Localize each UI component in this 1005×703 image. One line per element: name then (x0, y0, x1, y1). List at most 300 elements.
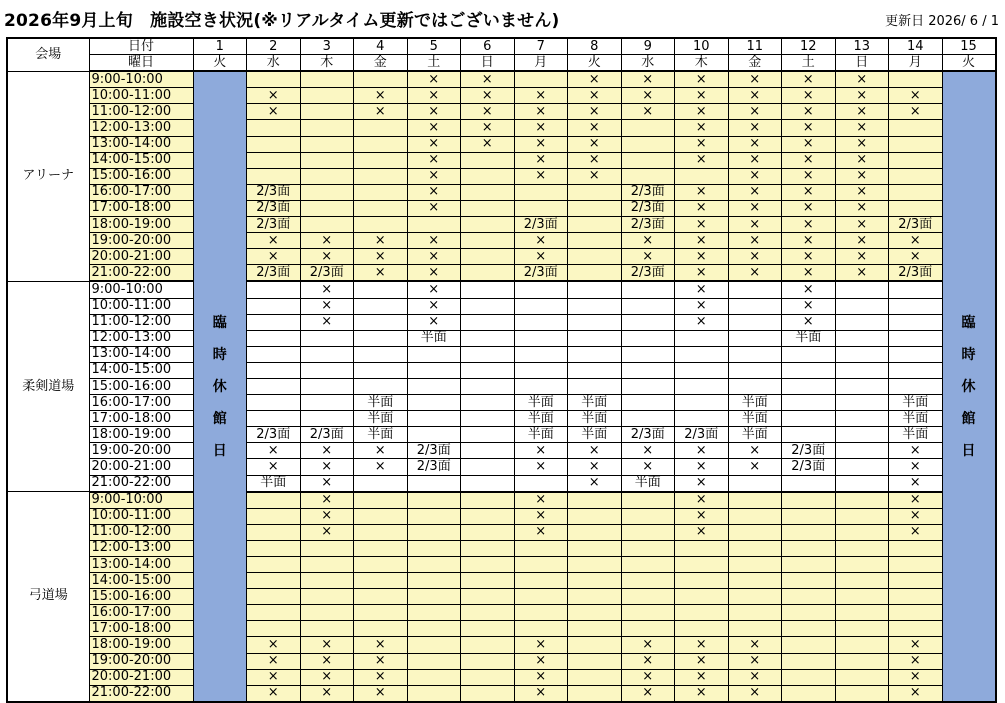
availability-cell (889, 346, 943, 362)
time-slot-label: 14:00-15:00 (91, 362, 172, 378)
availability-cell (782, 621, 836, 637)
availability-mark: × (428, 264, 440, 280)
availability-cell (568, 200, 622, 216)
availability-mark: 半面 (741, 410, 768, 426)
availability-cell (354, 669, 408, 685)
availability-cell (514, 104, 568, 120)
availability-cell (782, 314, 836, 330)
availability-cell (728, 411, 782, 427)
availability-mark: × (749, 653, 761, 669)
availability-mark: × (642, 637, 654, 653)
availability-cell (889, 136, 943, 152)
availability-cell (568, 621, 622, 637)
availability-mark: × (802, 184, 814, 200)
availability-cell (621, 136, 675, 152)
availability-cell (835, 653, 889, 669)
availability-mark: × (909, 637, 921, 653)
closed-char: 館 (961, 410, 976, 427)
availability-mark: × (321, 458, 333, 474)
availability-mark: × (374, 87, 386, 103)
availability-mark: × (267, 87, 279, 103)
availability-mark: × (695, 653, 707, 669)
availability-cell (568, 492, 622, 509)
table-row (7, 508, 996, 524)
availability-cell (889, 330, 943, 346)
weekday-cell (193, 55, 247, 72)
availability-mark: × (695, 136, 707, 152)
time-slot (89, 475, 193, 492)
availability-mark: × (267, 669, 279, 685)
availability-cell (407, 443, 461, 459)
availability-cell (514, 136, 568, 152)
availability-mark: 2/3面 (256, 200, 291, 216)
availability-mark: × (909, 232, 921, 248)
availability-cell (889, 378, 943, 394)
availability-mark: × (749, 71, 761, 87)
day-number: 3 (322, 38, 331, 54)
availability-cell (354, 104, 408, 120)
time-slot (89, 249, 193, 265)
availability-cell (621, 508, 675, 524)
availability-cell (300, 411, 354, 427)
availability-cell (728, 88, 782, 104)
availability-cell (514, 395, 568, 411)
availability-mark: 2/3面 (309, 426, 344, 442)
availability-cell (621, 685, 675, 702)
time-slot (89, 298, 193, 314)
availability-mark: × (535, 120, 547, 136)
availability-cell (461, 395, 515, 411)
time-slot (89, 71, 193, 88)
availability-mark: 半面 (581, 410, 608, 426)
time-slot (89, 378, 193, 394)
availability-mark: × (428, 281, 440, 297)
availability-cell (247, 298, 301, 314)
availability-cell (514, 669, 568, 685)
availability-mark: 2/3面 (630, 264, 665, 280)
availability-cell (300, 605, 354, 621)
time-slot-label: 14:00-15:00 (91, 152, 172, 168)
availability-cell (728, 653, 782, 669)
availability-mark: × (695, 264, 707, 280)
availability-cell (461, 136, 515, 152)
availability-cell (461, 540, 515, 556)
availability-cell (300, 443, 354, 459)
availability-cell (354, 362, 408, 378)
availability-cell (782, 557, 836, 573)
availability-cell (675, 605, 729, 621)
availability-cell (889, 443, 943, 459)
day-number: 1 (215, 38, 224, 54)
venue-name: 弓道場 (28, 588, 68, 604)
weekday-label: 水 (641, 54, 655, 70)
availability-mark: × (535, 653, 547, 669)
availability-cell (514, 589, 568, 605)
availability-cell (247, 200, 301, 216)
availability-mark: × (856, 184, 868, 200)
availability-mark: × (856, 71, 868, 87)
availability-cell (568, 152, 622, 168)
availability-cell (354, 346, 408, 362)
availability-cell (568, 573, 622, 589)
availability-cell (728, 233, 782, 249)
venue-header (7, 38, 89, 71)
weekday-cell (782, 55, 836, 72)
availability-mark: × (695, 216, 707, 232)
availability-cell (835, 589, 889, 605)
availability-cell (782, 168, 836, 184)
availability-mark: × (749, 264, 761, 280)
weekday-label: 月 (908, 54, 922, 70)
availability-cell (728, 346, 782, 362)
availability-cell (407, 314, 461, 330)
availability-cell (247, 492, 301, 509)
availability-mark: 2/3面 (898, 264, 933, 280)
availability-cell (568, 685, 622, 702)
availability-mark: × (642, 87, 654, 103)
availability-mark: × (321, 669, 333, 685)
availability-cell (568, 508, 622, 524)
availability-cell (621, 120, 675, 136)
availability-mark: × (856, 136, 868, 152)
availability-cell (247, 88, 301, 104)
availability-cell (835, 265, 889, 282)
date-header-label: 日付 (127, 38, 154, 54)
venue-header-label: 会場 (35, 46, 62, 62)
availability-mark: 半面 (902, 426, 929, 442)
table-row (7, 427, 996, 443)
table-row (7, 443, 996, 459)
availability-mark: 2/3面 (523, 264, 558, 280)
day-number: 10 (692, 38, 710, 54)
availability-cell (835, 443, 889, 459)
availability-cell (728, 427, 782, 443)
availability-cell (675, 314, 729, 330)
availability-mark: × (695, 71, 707, 87)
availability-cell (407, 168, 461, 184)
availability-mark: × (909, 669, 921, 685)
availability-cell (675, 298, 729, 314)
availability-mark: 半面 (902, 410, 929, 426)
day-number: 14 (906, 38, 924, 54)
availability-cell (300, 233, 354, 249)
availability-cell (407, 540, 461, 556)
availability-cell (568, 459, 622, 475)
availability-mark: × (321, 314, 333, 330)
availability-cell (675, 136, 729, 152)
availability-cell (728, 669, 782, 685)
time-slot (89, 200, 193, 216)
availability-mark: 2/3面 (416, 442, 451, 458)
availability-mark: × (856, 200, 868, 216)
availability-cell (300, 104, 354, 120)
time-slot-label: 20:00-21:00 (91, 458, 172, 474)
closed-char: 時 (961, 346, 976, 363)
availability-cell (407, 184, 461, 200)
availability-mark: × (428, 200, 440, 216)
availability-mark: × (802, 103, 814, 119)
availability-cell (889, 524, 943, 540)
availability-cell (300, 217, 354, 233)
availability-mark: × (374, 232, 386, 248)
table-row (7, 233, 996, 249)
availability-cell (461, 314, 515, 330)
date-cell (300, 38, 354, 55)
availability-cell (407, 475, 461, 492)
availability-mark: × (588, 152, 600, 168)
availability-cell (621, 346, 675, 362)
availability-cell (568, 330, 622, 346)
availability-mark: × (535, 524, 547, 540)
closed-char: 臨 (961, 314, 976, 331)
availability-cell (782, 136, 836, 152)
availability-cell (889, 557, 943, 573)
time-slot-label: 12:00-13:00 (91, 540, 172, 556)
time-slot-label: 17:00-18:00 (91, 620, 172, 636)
availability-mark: × (695, 200, 707, 216)
availability-cell (889, 540, 943, 556)
availability-cell (889, 573, 943, 589)
availability-mark: 半面 (741, 394, 768, 410)
availability-cell (568, 653, 622, 669)
availability-cell (461, 217, 515, 233)
table-row (7, 200, 996, 216)
availability-cell (514, 411, 568, 427)
weekday-label: 水 (266, 54, 280, 70)
availability-cell (514, 265, 568, 282)
availability-cell (354, 621, 408, 637)
availability-mark: × (428, 184, 440, 200)
time-slot (89, 621, 193, 637)
availability-mark: × (856, 232, 868, 248)
availability-cell (675, 281, 729, 298)
availability-cell (354, 330, 408, 346)
availability-mark: 2/3面 (256, 264, 291, 280)
table-row (7, 492, 996, 509)
time-slot (89, 427, 193, 443)
availability-cell (568, 395, 622, 411)
date-cell (675, 38, 729, 55)
time-slot-label: 10:00-11:00 (91, 508, 172, 524)
availability-mark: × (428, 168, 440, 184)
availability-cell (407, 346, 461, 362)
weekday-label: 日 (480, 54, 494, 70)
weekday-cell (407, 55, 461, 72)
availability-cell (621, 669, 675, 685)
availability-cell (675, 589, 729, 605)
availability-mark: × (267, 653, 279, 669)
availability-mark: × (321, 248, 333, 264)
availability-cell (407, 524, 461, 540)
availability-cell (568, 281, 622, 298)
availability-cell (300, 685, 354, 702)
time-slot (89, 362, 193, 378)
availability-mark: × (695, 120, 707, 136)
availability-mark: × (374, 264, 386, 280)
availability-mark: × (374, 637, 386, 653)
time-slot (89, 540, 193, 556)
availability-mark: 半面 (527, 394, 554, 410)
time-slot (89, 637, 193, 653)
availability-cell (889, 71, 943, 88)
time-slot-label: 21:00-22:00 (91, 685, 172, 701)
time-slot-label: 19:00-20:00 (91, 442, 172, 458)
availability-cell (300, 669, 354, 685)
availability-mark: × (642, 653, 654, 669)
availability-mark: 2/3面 (898, 216, 933, 232)
availability-cell (889, 281, 943, 298)
availability-mark: × (695, 685, 707, 701)
availability-cell (675, 475, 729, 492)
availability-cell (568, 605, 622, 621)
availability-mark: × (802, 314, 814, 330)
availability-cell (300, 492, 354, 509)
availability-cell (354, 605, 408, 621)
availability-cell (247, 378, 301, 394)
availability-cell (889, 168, 943, 184)
availability-cell (461, 298, 515, 314)
day-number: 2 (269, 38, 278, 54)
availability-cell (247, 120, 301, 136)
availability-mark: 2/3面 (684, 426, 719, 442)
table-row (7, 330, 996, 346)
availability-cell (461, 475, 515, 492)
availability-cell (461, 589, 515, 605)
availability-cell (782, 589, 836, 605)
availability-cell (514, 346, 568, 362)
availability-cell (247, 573, 301, 589)
time-slot-label: 13:00-14:00 (91, 556, 172, 572)
time-slot-label: 9:00-10:00 (91, 492, 163, 508)
availability-cell (835, 330, 889, 346)
availability-cell (675, 685, 729, 702)
availability-cell (782, 233, 836, 249)
availability-mark: × (695, 314, 707, 330)
availability-cell (835, 136, 889, 152)
table-row (7, 637, 996, 653)
availability-cell (728, 492, 782, 509)
table-row (7, 589, 996, 605)
availability-cell (247, 233, 301, 249)
availability-cell (889, 395, 943, 411)
availability-mark: × (267, 103, 279, 119)
availability-cell (300, 346, 354, 362)
availability-cell (461, 557, 515, 573)
availability-cell (728, 395, 782, 411)
availability-cell (782, 411, 836, 427)
availability-cell (889, 314, 943, 330)
availability-mark: × (749, 152, 761, 168)
availability-cell (247, 152, 301, 168)
day-number: 9 (643, 38, 652, 54)
availability-cell (728, 685, 782, 702)
availability-cell (728, 475, 782, 492)
availability-mark: × (267, 232, 279, 248)
availability-cell (835, 685, 889, 702)
table-row (7, 249, 996, 265)
availability-cell (621, 152, 675, 168)
availability-cell (675, 653, 729, 669)
availability-mark: 2/3面 (630, 184, 665, 200)
availability-cell (354, 249, 408, 265)
availability-cell (514, 653, 568, 669)
availability-cell (675, 492, 729, 509)
availability-cell (889, 589, 943, 605)
availability-cell (568, 249, 622, 265)
availability-mark: × (856, 248, 868, 264)
venue-name: 柔剣道場 (22, 378, 75, 394)
availability-mark: × (802, 264, 814, 280)
availability-cell (835, 475, 889, 492)
day-number: 11 (746, 38, 764, 54)
availability-cell (514, 524, 568, 540)
availability-mark: 2/3面 (309, 264, 344, 280)
availability-cell (300, 200, 354, 216)
availability-cell (889, 152, 943, 168)
availability-cell (675, 395, 729, 411)
availability-cell (568, 168, 622, 184)
availability-cell (568, 314, 622, 330)
availability-cell (568, 362, 622, 378)
availability-cell (461, 669, 515, 685)
table-row (7, 411, 996, 427)
availability-mark: × (588, 120, 600, 136)
availability-mark: × (909, 458, 921, 474)
availability-cell (835, 669, 889, 685)
availability-cell (675, 249, 729, 265)
table-row (7, 71, 996, 88)
availability-cell (621, 200, 675, 216)
availability-mark: × (802, 232, 814, 248)
availability-cell (835, 71, 889, 88)
availability-cell (835, 104, 889, 120)
time-slot (89, 605, 193, 621)
availability-cell (675, 200, 729, 216)
availability-cell (835, 492, 889, 509)
day-number: 5 (429, 38, 438, 54)
availability-mark: × (749, 458, 761, 474)
time-slot-label: 15:00-16:00 (91, 378, 172, 394)
availability-cell (621, 249, 675, 265)
availability-cell (407, 298, 461, 314)
availability-cell (675, 152, 729, 168)
availability-cell (300, 508, 354, 524)
availability-cell (621, 88, 675, 104)
availability-cell (835, 378, 889, 394)
availability-mark: × (802, 168, 814, 184)
availability-cell (835, 120, 889, 136)
availability-mark: × (481, 87, 493, 103)
time-slot (89, 573, 193, 589)
time-slot-label: 18:00-19:00 (91, 637, 172, 653)
availability-cell (461, 573, 515, 589)
availability-cell (675, 233, 729, 249)
availability-mark: × (642, 232, 654, 248)
availability-cell (354, 524, 408, 540)
availability-cell (621, 217, 675, 233)
time-slot (89, 88, 193, 104)
availability-cell (354, 378, 408, 394)
availability-cell (514, 314, 568, 330)
availability-cell (247, 621, 301, 637)
availability-cell (889, 427, 943, 443)
table-row (7, 362, 996, 378)
time-slot (89, 168, 193, 184)
availability-cell (621, 475, 675, 492)
availability-cell (728, 152, 782, 168)
availability-mark: × (909, 475, 921, 491)
availability-mark: × (695, 152, 707, 168)
